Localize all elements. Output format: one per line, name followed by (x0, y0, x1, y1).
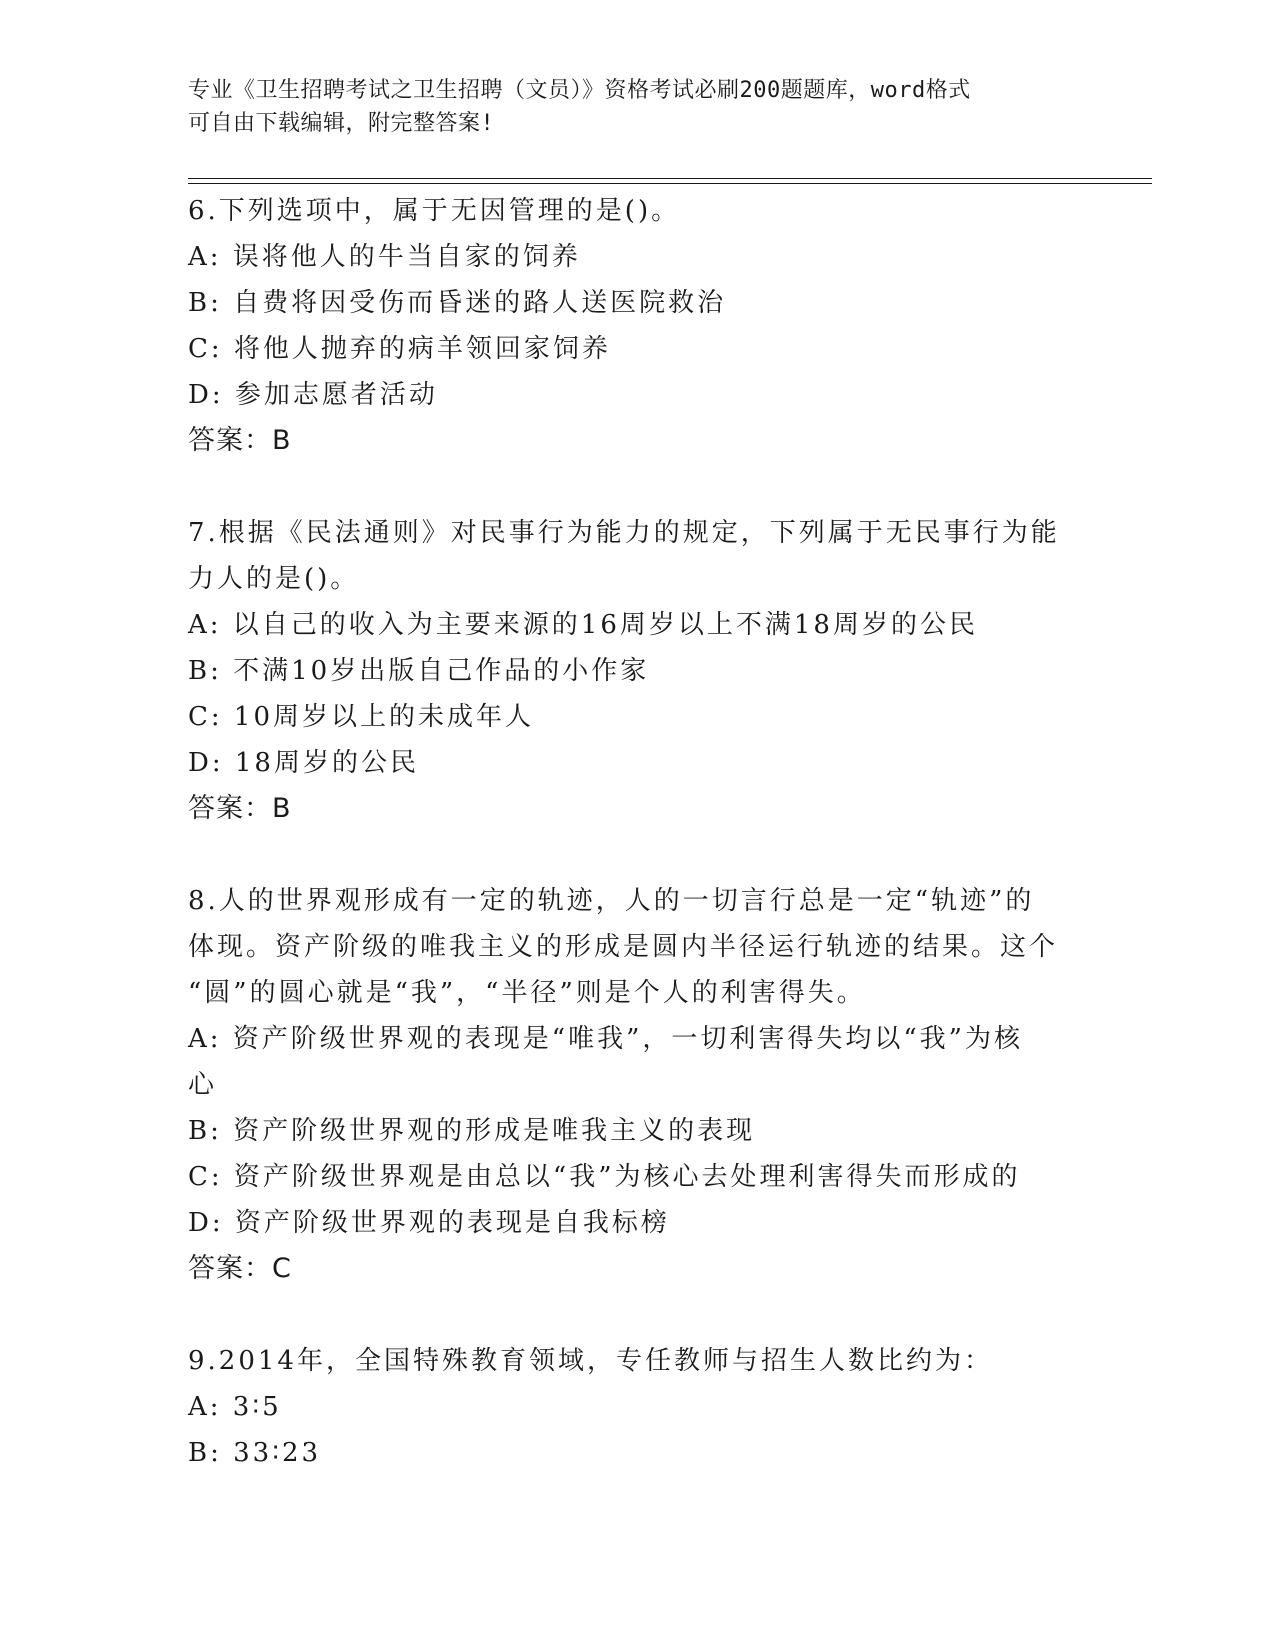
option-d: D: 参加志愿者活动 (188, 380, 438, 410)
question-text: “圆”的圆心就是“我”，“半径”则是个人的利害得失。 (188, 978, 866, 1008)
header-divider-bottom (188, 183, 1152, 184)
option-c: C: 10周岁以上的未成年人 (188, 702, 535, 732)
option-b: B: 33∶23 (188, 1438, 322, 1468)
option-b: B: 资产阶级世界观的形成是唯我主义的表现 (188, 1116, 756, 1146)
header-line-1: 专业《卫生招聘考试之卫生招聘（文员）》资格考试必刷200题题库，word格式 (188, 78, 971, 103)
option-b: B: 不满10岁出版自己作品的小作家 (188, 656, 650, 686)
question-list (188, 188, 1088, 1522)
question-text: 体现。资产阶级的唯我主义的形成是圆内半径运行轨迹的结果。这个 (188, 932, 1059, 962)
option-b: B: 自费将因受伤而昏迷的路人送医院救治 (188, 288, 727, 318)
option-c: C: 资产阶级世界观是由总以“我”为核心去处理利害得失而形成的 (188, 1162, 1021, 1192)
question-8 (188, 878, 1088, 1292)
question-6 (188, 188, 1088, 464)
question-9 (188, 1338, 1088, 1476)
option-a: A: 资产阶级世界观的表现是“唯我”，一切利害得失均以“我”为核 (188, 1024, 1023, 1054)
question-text: 9.2014年，全国特殊教育领域，专任教师与招生人数比约为： (188, 1346, 993, 1376)
option-d: D: 资产阶级世界观的表现是自我标榜 (188, 1208, 670, 1238)
answer-text: 答案：C (188, 1253, 292, 1284)
option-d: D: 18周岁的公民 (188, 748, 419, 778)
header-divider-top (188, 178, 1152, 179)
option-a: A: 误将他人的牛当自家的饲养 (188, 242, 581, 272)
question-text: 力人的是()。 (188, 564, 360, 594)
question-text: 7.根据《民法通则》对民事行为能力的规定，下列属于无民事行为能 (188, 518, 1060, 548)
answer-text: 答案：B (188, 793, 292, 824)
question-text: 8.人的世界观形成有一定的轨迹，人的一切言行总是一定“轨迹”的 (188, 886, 1035, 916)
question-7 (188, 510, 1088, 832)
option-a: A: 3∶5 (188, 1392, 282, 1422)
header-line-2: 可自由下载编辑，附完整答案! (188, 111, 495, 136)
option-a-continued: 心 (188, 1070, 218, 1100)
document-header (188, 74, 1088, 140)
answer-text: 答案：B (188, 425, 292, 456)
option-c: C: 将他人抛弃的病羊领回家饲养 (188, 334, 611, 364)
question-text: 6.下列选项中，属于无因管理的是()。 (188, 196, 681, 226)
option-a: A: 以自己的收入为主要来源的16周岁以上不满18周岁的公民 (188, 610, 978, 640)
